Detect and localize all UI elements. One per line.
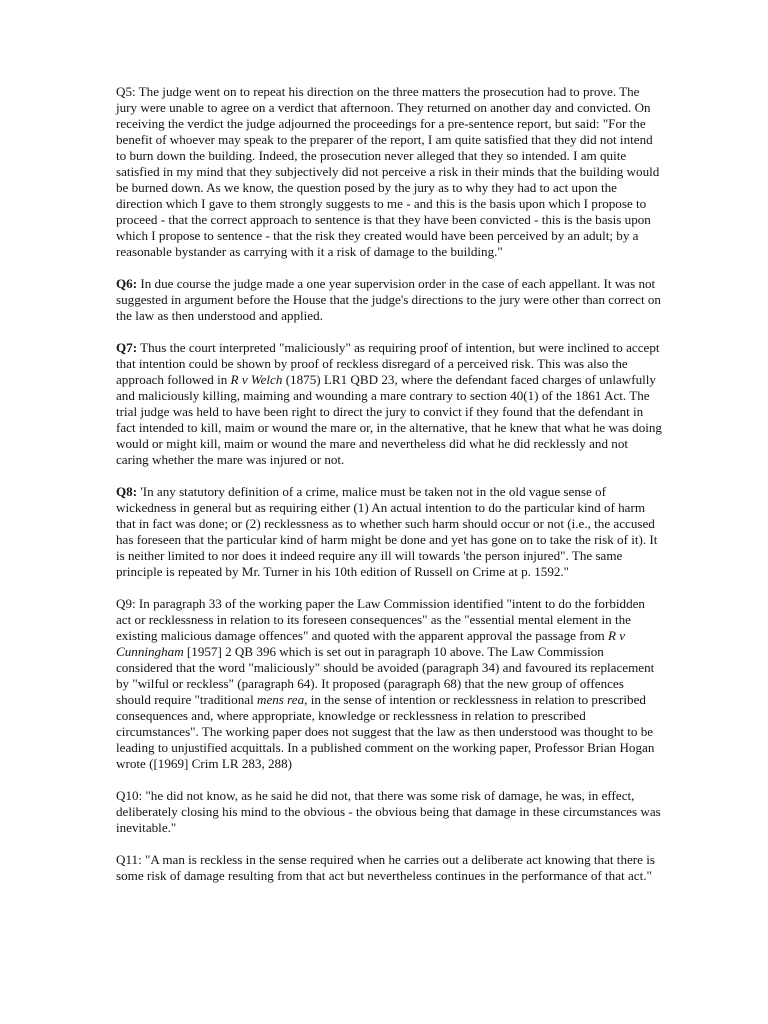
paragraph-label: Q5:	[116, 84, 136, 99]
paragraph-text: In due course the judge made a one year supervision order in the case of each appellant. It was not suggested in argument before the House that the judge's directions to the jury were other than correct on the law as then understood and applied.	[116, 276, 661, 323]
paragraph-text: In paragraph 33 of the working paper the Law Commission identified "intent to do the forbidden act or recklessness in relation to its foreseen consequences" as the "essential mental element in the existing malicious damage offences" and quoted with the apparent approval the passage from	[116, 596, 645, 643]
case-citation: R v Cunningham	[116, 628, 626, 659]
latin-term: mens rea	[256, 692, 305, 707]
paragraph-q9	[116, 596, 662, 772]
paragraph-label: Q7:	[116, 340, 138, 355]
paragraph-q8	[116, 484, 662, 580]
case-citation: R v Welch	[230, 372, 283, 387]
document-page	[116, 84, 662, 900]
paragraph-label: Q9:	[116, 596, 136, 611]
paragraph-text: , in the sense of intention or recklessness in relation to prescribed consequences and, where appropriate, knowledge or recklessness in relation to prescribed circumstances". The working paper does not suggest that the law as then understood was thought to be leading to unjustified acquittals. In a published comment on the working paper, Professor Brian Hogan wrote ([1969] Crim LR 283, 288)	[116, 692, 655, 771]
paragraph-label: Q11:	[116, 852, 142, 867]
paragraph-text: The judge went on to repeat his direction on the three matters the prosecution had to prove. The jury were unable to agree on a verdict that afternoon. They returned on another day and convicted. On receiving the verdict the judge adjourned the proceedings for a pre-sentence report, but said: "For the benefit of whoever may speak to the preparer of the report, I am quite satisfied that they did not intend to burn down the building. Indeed, the prosecution never alleged that they so intended. I am quite satisfied in my mind that they subjectively did not perceive a risk in their minds that the building would be burned down. As we know, the question posed by the jury as to why they had to act upon the direction which I gave to them strongly suggests to me - and this is the basis upon which I propose to proceed - that the correct approach to sentence is that they have been convicted - this is the basis upon which I propose to sentence - that the risk they created would have been perceived by an adult; by a reasonable bystander as carrying with it a risk of damage to the building."	[116, 84, 660, 259]
paragraph-label: Q6:	[116, 276, 138, 291]
paragraph-q7	[116, 340, 662, 468]
paragraph-label: Q8:	[116, 484, 138, 499]
paragraph-q6	[116, 276, 662, 324]
paragraph-q10	[116, 788, 662, 836]
paragraph-q5	[116, 84, 662, 260]
paragraph-label: Q10:	[116, 788, 143, 803]
paragraph-text: "A man is reckless in the sense required when he carries out a deliberate act knowing that there is some risk of damage resulting from that act but nevertheless continues in the performance of that act."	[116, 852, 655, 883]
paragraph-text: Thus the court interpreted "maliciously" as requiring proof of intention, but were inclined to accept that intention could be shown by proof of reckless disregard of a perceived risk. This was also the approach followed in	[116, 340, 660, 387]
paragraph-text: (1875) LR1 QBD 23, where the defendant faced charges of unlawfully and maliciously killing, maiming and wounding a mare contrary to section 40(1) of the 1861 Act. The trial judge was held to have been right to direct the jury to convict if they found that the defendant in fact intended to kill, maim or wound the mare or, in the alternative, that he knew that what he was doing would or might kill, maim or wound the mare and nevertheless did what he did recklessly and not caring whether the mare was injured or not.	[116, 372, 662, 467]
paragraph-text: [1957] 2 QB 396 which is set out in paragraph 10 above. The Law Commission considered that the word "maliciously" should be avoided (paragraph 34) and favoured its replacement by "wilful or reckless" (paragraph 64). It proposed (paragraph 68) that the new group of offences should require "traditional	[116, 644, 655, 707]
paragraph-text: "he did not know, as he said he did not, that there was some risk of damage, he was, in effect, deliberately closing his mind to the obvious - the obvious being that damage in these circumstances was inevitable."	[116, 788, 661, 835]
paragraph-q11	[116, 852, 662, 884]
paragraph-text: 'In any statutory definition of a crime, malice must be taken not in the old vague sense of wickedness in general but as requiring either (1) An actual intention to do the particular kind of harm that in fact was done; or (2) recklessness as to whether such harm should occur or not (i.e., the accused has foreseen that the particular kind of harm might be done and yet has gone on to take the risk of it). It is neither limited to nor does it indeed require any ill will towards 'the person injured". The same principle is repeated by Mr. Turner in his 10th edition of Russell on Crime at p. 1592."	[116, 484, 658, 579]
